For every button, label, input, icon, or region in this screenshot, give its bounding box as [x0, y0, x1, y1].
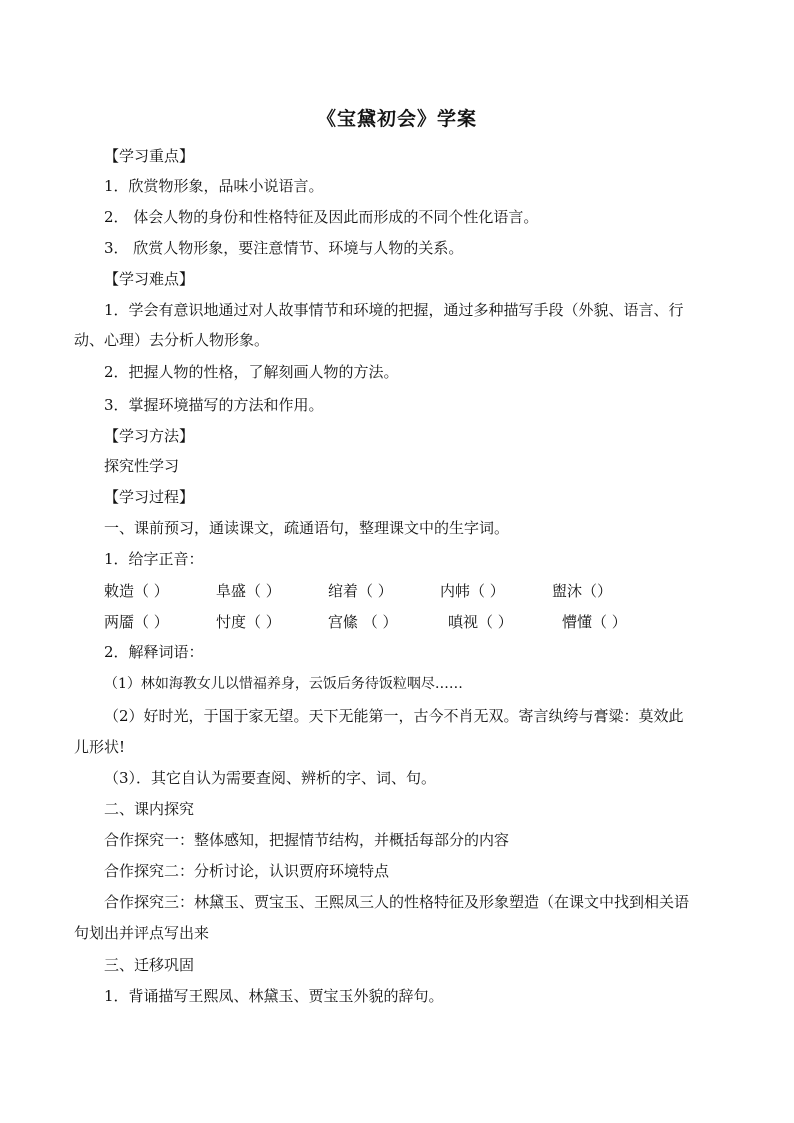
coop-inquiry-2: 合作探究二：分析讨论，认识贾府环境特点 [104, 862, 390, 880]
heading-difficulty: 【学习难点】 [104, 270, 195, 288]
pronounce-row-2 [104, 611, 724, 631]
explain-item-2-line-2: 儿形状! [74, 738, 126, 756]
page-title: 《宝黛初会》学案 [316, 108, 477, 130]
pronounce-item: 内帏（ ） [440, 582, 505, 600]
explain-item-1: （1）林如海教女儿以惜福养身，云饭后务待饭粒咽尽…… [104, 676, 463, 692]
pronounce-row-1 [104, 580, 724, 600]
pronounce-item: 敕造（ ） [104, 582, 169, 600]
coop-inquiry-3-line-2: 句划出并评点写出来 [74, 924, 210, 942]
focus-item-1: 1．欣赏物形象，品味小说语言。 [104, 177, 324, 195]
difficulty-item-2: 2．把握人物的性格，了解刻画人物的方法。 [104, 363, 399, 381]
difficulty-item-3: 3．掌握环境描写的方法和作用。 [104, 396, 324, 414]
pronounce-item: 盥沐（） [552, 582, 613, 600]
pronounce-item: 懵懂（ ） [562, 613, 627, 631]
heading-focus: 【学习重点】 [104, 147, 195, 165]
pronounce-item: 忖度（ ） [216, 613, 281, 631]
explain-item-3: （3）．其它自认为需要查阅、辨析的字、词、句。 [104, 769, 437, 787]
focus-item-2: 2． 体会人物的身份和性格特征及因此而形成的不同个性化语言。 [104, 208, 539, 226]
pronounce-item: 嗔视（ ） [448, 613, 513, 631]
pronounce-item: 两靥（ ） [104, 613, 169, 631]
pronounce-item: 绾着（ ） [328, 582, 393, 600]
explain-item-2-line-1: （2）好时光，于国于家无望。天下无能第一，古今不肖无双。寄言纨绔与膏粱：莫效此 [104, 707, 684, 725]
recite-task: 1．背诵描写王熙凤、林黛玉、贾宝玉外貌的辞句。 [104, 987, 444, 1005]
heading-process: 【学习过程】 [104, 488, 195, 506]
pronounce-item: 阜盛（ ） [216, 582, 281, 600]
explain-label: 2．解释词语： [104, 643, 204, 661]
difficulty-item-1-line-2: 动、心理）去分析人物形象。 [74, 331, 270, 349]
process-step-2: 二、课内探究 [104, 800, 195, 818]
focus-item-3: 3． 欣赏人物形象，要注意情节、环境与人物的关系。 [104, 239, 464, 257]
pronounce-label: 1．给字正音： [104, 550, 204, 568]
difficulty-item-1-line-1: 1．学会有意识地通过对人故事情节和环境的把握，通过多种描写手段（外貌、语言、行 [104, 301, 684, 319]
method-text: 探究性学习 [104, 457, 180, 475]
process-step-1: 一、课前预习，通读课文，疏通语句，整理课文中的生字词。 [104, 519, 510, 537]
heading-method: 【学习方法】 [104, 427, 195, 445]
coop-inquiry-3-line-1: 合作探究三：林黛玉、贾宝玉、王熙凤三人的性格特征及形象塑造（在课文中找到相关语 [104, 893, 690, 911]
pronounce-item: 宫絛 （ ） [328, 613, 398, 631]
process-step-3: 三、迁移巩固 [104, 956, 195, 974]
coop-inquiry-1: 合作探究一：整体感知，把握情节结构，并概括每部分的内容 [104, 831, 510, 849]
